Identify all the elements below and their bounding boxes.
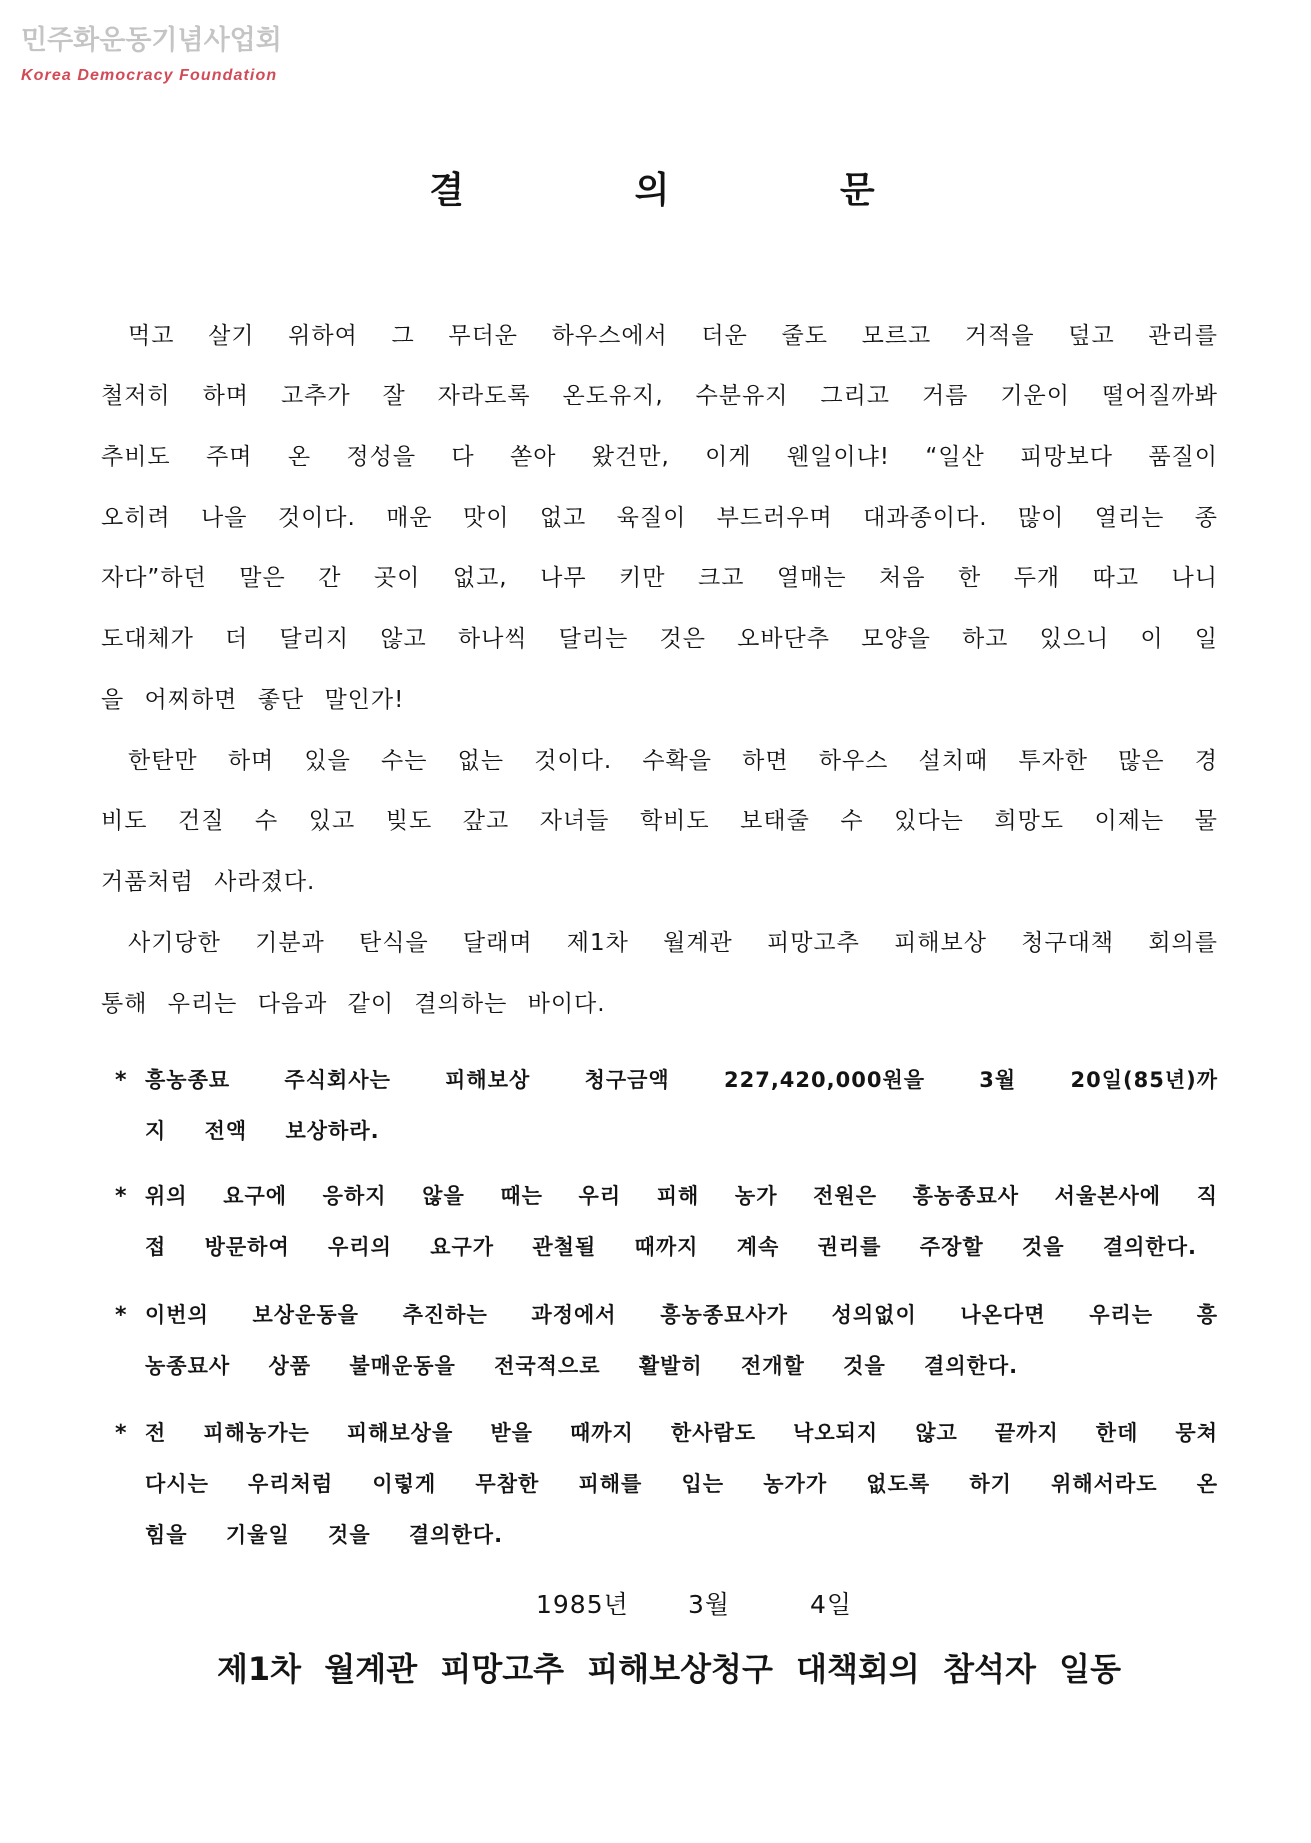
watermark-org-name-korean: 민주화운동기념사업회	[21, 25, 282, 56]
resolution-bullet: *	[115, 1420, 127, 1446]
body-line: 한탄만 하며 있을 수는 없는 것이다. 수확을 하면 하우스 설치때 투자한 많은 경	[128, 747, 1218, 774]
resolution-item	[115, 1055, 1218, 1157]
resolution-line: 이번의 보상운동을 추진하는 과정에서 흥농종묘사가 성의없이 나온다면 우리는 흥	[145, 1302, 1218, 1327]
paragraph	[101, 913, 1218, 1034]
watermark-org-name-english: Korea Democracy Foundation	[21, 67, 278, 84]
resolution-bullet: *	[115, 1067, 127, 1093]
resolution-line: 힘을 기울일 것을 결의한다.	[145, 1522, 504, 1547]
date-month: 3월	[688, 1590, 731, 1619]
body-line: 먹고 살기 위하여 그 무더운 하우스에서 더운 줄도 모르고 거적을 덮고 관리를	[128, 322, 1218, 349]
resolution-line: 전 피해농가는 피해보상을 받을 때까지 한사람도 낙오되지 않고 끝까지 한데 뭉쳐	[145, 1420, 1218, 1445]
resolution-line: 다시는 우리처럼 이렇게 무참한 피해를 입는 농가가 없도록 하기 위해서라도 온	[145, 1471, 1218, 1496]
body-line: 자다”하던 말은 간 곳이 없고, 나무 키만 크고 열매는 처음 한 두개 따고 나니	[101, 565, 1218, 592]
body-line: 을 어찌하면 좋단 말인가!	[101, 686, 405, 713]
paragraph	[101, 306, 1218, 731]
body-line: 오히려 나을 것이다. 매운 맛이 없고 육질이 부드러우며 대과종이다. 많이 열리는 종	[101, 504, 1218, 531]
document-date	[0, 1587, 1311, 1623]
resolution-item	[115, 1408, 1218, 1561]
resolution-line: 접 방문하여 우리의 요구가 관철될 때까지 계속 권리를 주장할 것을 결의한다.	[145, 1234, 1197, 1259]
resolution-line: 흥농종묘 주식회사는 피해보상 청구금액 227,420,000원을 3월 20일(85년)까	[145, 1067, 1218, 1092]
resolution-item	[115, 1290, 1218, 1392]
resolution-line: 위의 요구에 응하지 않을 때는 우리 피해 농가 전원은 흥농종묘사 서울본사에 직	[145, 1183, 1218, 1208]
body-line: 통해 우리는 다음과 같이 결의하는 바이다.	[101, 990, 606, 1017]
body-line: 철저히 하며 고추가 잘 자라도록 온도유지, 수분유지 그리고 거름 기운이 떨어질까봐	[101, 383, 1218, 410]
resolution-line: 농종묘사 상품 불매운동을 전국적으로 활발히 전개할 것을 결의한다.	[145, 1353, 1019, 1378]
body-line: 거품처럼 사라졌다.	[101, 869, 316, 896]
resolution-line: 지 전액 보상하라.	[145, 1118, 380, 1143]
date-day: 4일	[810, 1590, 853, 1619]
date-year: 1985년	[536, 1590, 629, 1619]
paragraph	[101, 731, 1218, 913]
resolution-item	[115, 1171, 1218, 1273]
resolution-bullet: *	[115, 1302, 127, 1328]
body-line: 비도 건질 수 있고 빚도 갚고 자녀들 학비도 보태줄 수 있다는 희망도 이제는 물	[101, 808, 1218, 835]
body-line: 도대체가 더 달리지 않고 하나씩 달리는 것은 오바단추 모양을 하고 있으니 이 일	[101, 626, 1218, 653]
body-line: 추비도 주며 온 정성을 다 쏟아 왔건만, 이게 웬일이냐! “일산 피망보다 품질이	[101, 444, 1218, 471]
watermark-logo	[21, 22, 301, 86]
document-body	[101, 306, 1218, 1035]
signatory-line: 제1차 월계관 피망고추 피해보상청구 대책회의 참석자 일동	[217, 1650, 1121, 1688]
document-title: 결 의 문	[429, 170, 875, 211]
body-line: 사기당한 기분과 탄식을 달래며 제1차 월계관 피망고추 피해보상 청구대책 회의를	[128, 929, 1218, 956]
resolution-bullet: *	[115, 1183, 127, 1209]
